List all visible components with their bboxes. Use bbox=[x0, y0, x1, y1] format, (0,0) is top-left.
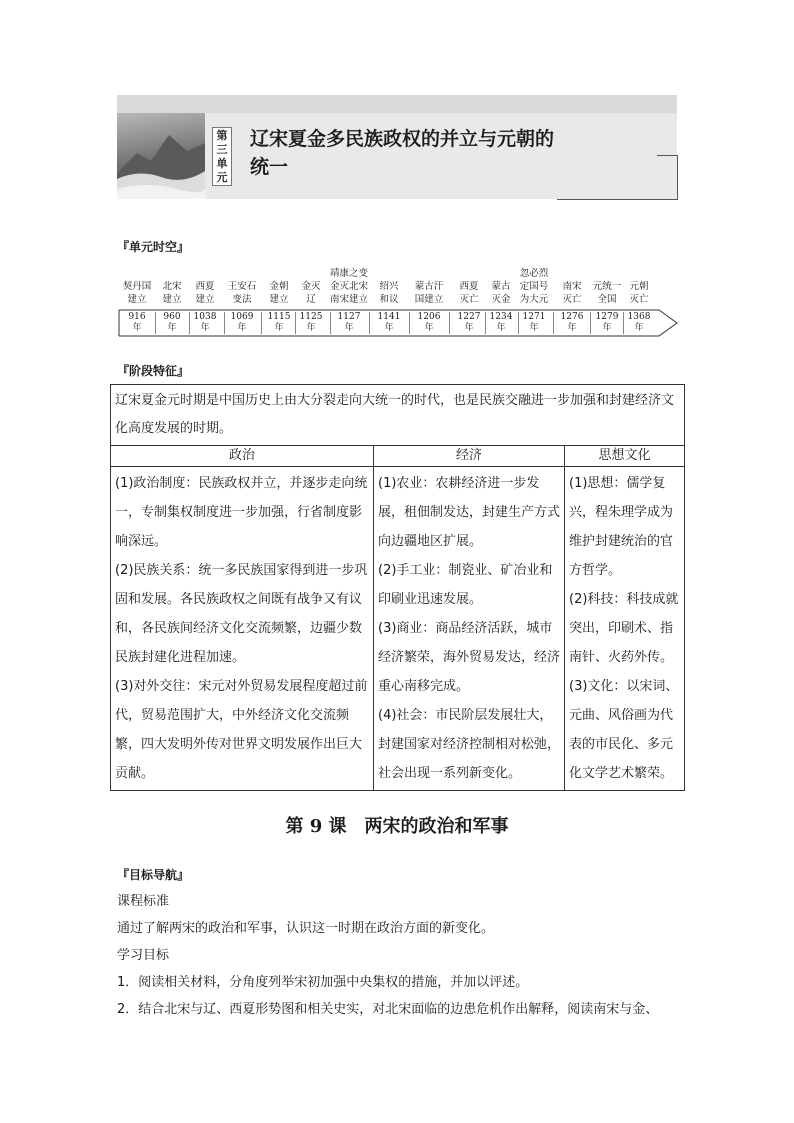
timeline-divider bbox=[409, 312, 410, 334]
banner-top-strip bbox=[117, 95, 677, 113]
timeline-divider bbox=[330, 312, 331, 334]
curriculum-label: 课程标准 bbox=[117, 894, 170, 909]
timeline-year: 960 年 bbox=[163, 312, 181, 333]
timeline-divider bbox=[369, 312, 370, 334]
economy-item: (2)手工业：制瓷业、矿冶业和印刷业迅速发展。 bbox=[378, 563, 553, 607]
timeline-year: 1368 年 bbox=[627, 312, 651, 333]
banner-frame-line bbox=[657, 155, 678, 200]
banner-bottom-line bbox=[557, 199, 677, 200]
unit-number-tag: 第三单元 bbox=[212, 127, 232, 186]
culture-cell bbox=[565, 467, 685, 791]
politics-item: (1)政治制度：民族政权并立，并逐步走向统一，专制集权制度进一步加强，行省制度影响深远。 bbox=[115, 476, 368, 549]
timeline-year: 1276 年 bbox=[560, 312, 584, 333]
culture-item: (1)思想：儒学复兴，程朱理学成为维护封建统治的官方哲学。 bbox=[569, 476, 674, 578]
economy-item: (3)商业：商品经济活跃，城市经济繁荣，海外贸易发达，经济重心南移完成。 bbox=[378, 621, 561, 694]
timeline-event bbox=[614, 262, 664, 306]
mountain-cloud-image bbox=[117, 113, 205, 199]
unit-title-line-2: 统一 bbox=[250, 156, 289, 178]
economy-cell bbox=[374, 467, 565, 791]
timeline-event-label: 忽必烈 定国号 为大元 bbox=[519, 268, 549, 305]
timeline-divider bbox=[518, 312, 519, 334]
objectives-label: 学习目标 bbox=[117, 948, 170, 963]
timeline-divider bbox=[261, 312, 262, 334]
timeline-event-label: 元朝 灭亡 bbox=[629, 281, 649, 305]
timeline-divider bbox=[553, 312, 554, 334]
timeline-year: 1271 年 bbox=[522, 312, 546, 333]
timeline-year: 1125 年 bbox=[299, 312, 323, 333]
goals-heading: 『目标导航』 bbox=[117, 868, 190, 882]
timeline-event-label: 金朝 建立 bbox=[269, 281, 289, 305]
features-intro: 辽宋夏金元时期是中国历史上由大分裂走向大统一的时代，也是民族交融进一步加强和封建经济文化高度发展的时期。 bbox=[111, 385, 685, 446]
objective-2: 2．结合北宋与辽、西夏形势图和相关史实，对北宋面临的边患危机作出解释，阅读南宋与金、 bbox=[117, 1002, 659, 1017]
objective-1: 1．阅读相关材料，分角度列举宋初加强中央集权的措施，并加以评述。 bbox=[117, 975, 529, 990]
timeline-year: 1206 年 bbox=[417, 312, 441, 333]
timeline-year: 1069 年 bbox=[230, 312, 254, 333]
culture-item: (2)科技：科技成就突出，印刷术、指南针、火药外传。 bbox=[569, 592, 679, 665]
curriculum-text: 通过了解两宋的政治和军事，认识这一时期在政治方面的新变化。 bbox=[117, 921, 495, 936]
timeline-divider bbox=[449, 312, 450, 334]
timeline-event-label: 蒙古汗 国建立 bbox=[414, 281, 444, 305]
timeline-year: 1127 年 bbox=[337, 312, 361, 333]
timeline-year: 1279 年 bbox=[595, 312, 619, 333]
stage-features-table bbox=[110, 384, 685, 791]
timeline-event-label: 金灭 辽 bbox=[301, 281, 321, 305]
timeline-divider bbox=[155, 312, 156, 334]
timeline-divider bbox=[189, 312, 190, 334]
timeline-divider bbox=[224, 312, 225, 334]
timeline-divider bbox=[590, 312, 591, 334]
timeline-event-label: 元统一 全国 bbox=[592, 281, 622, 305]
timeline-year: 1234 年 bbox=[489, 312, 513, 333]
timeline-event-label: 西夏 建立 bbox=[195, 281, 215, 305]
timeline-event-label: 契丹国 建立 bbox=[122, 281, 152, 305]
header-culture: 思想文化 bbox=[565, 446, 685, 467]
unit-title-line-1: 辽宋夏金多民族政权的并立与元朝的 bbox=[250, 128, 555, 150]
timeline-year: 1141 年 bbox=[377, 312, 401, 333]
timeline-year: 916 年 bbox=[128, 312, 146, 333]
unit-timeline bbox=[117, 262, 679, 350]
timeline-event-label: 王安石 变法 bbox=[227, 281, 257, 305]
timeline-divider bbox=[485, 312, 486, 334]
timeline-year: 1115 年 bbox=[267, 312, 291, 333]
timeline-event-label: 蒙古 灭金 bbox=[491, 281, 511, 305]
header-politics: 政治 bbox=[111, 446, 374, 467]
economy-item: (1)农业：农耕经济进一步发展，租佃制发达，封建生产方式向边疆地区扩展。 bbox=[378, 476, 561, 549]
features-heading: 『阶段特征』 bbox=[117, 364, 190, 378]
timeline-heading: 『单元时空』 bbox=[117, 240, 190, 254]
culture-item: (3)文化：以宋词、元曲、风俗画为代表的市民化、多元化文学艺术繁荣。 bbox=[569, 679, 679, 781]
unit-title bbox=[250, 125, 554, 181]
politics-cell bbox=[111, 467, 374, 791]
politics-item: (2)民族关系：统一多民族国家得到进一步巩固和发展。各民族政权之间既有战争又有议和，各民族间经济文化交流频繁，边疆少数民族封建化进程加速。 bbox=[115, 563, 368, 665]
timeline-event-label: 绍兴 和议 bbox=[379, 281, 399, 305]
unit-banner bbox=[117, 95, 677, 199]
lesson-title: 第 9 课 两宋的政治和军事 bbox=[285, 816, 509, 837]
timeline-divider bbox=[295, 312, 296, 334]
timeline-divider bbox=[623, 312, 624, 334]
timeline-event-label: 南宋 灭亡 bbox=[562, 281, 582, 305]
timeline-year: 1038 年 bbox=[193, 312, 217, 333]
timeline-year: 1227 年 bbox=[457, 312, 481, 333]
timeline-event-label: 北宋 建立 bbox=[162, 281, 182, 305]
economy-item: (4)社会：市民阶层发展壮大，封建国家对经济控制相对松弛，社会出现一系列新变化。 bbox=[378, 708, 561, 781]
timeline-event-label: 靖康之变 金灭北宋 南宋建立 bbox=[329, 268, 368, 305]
politics-item: (3)对外交往：宋元对外贸易发展程度超过前代，贸易范围扩大，中外经济文化交流频繁，四大发明外传对世界文明发展作出巨大贡献。 bbox=[115, 679, 368, 781]
timeline-event-label: 西夏 灭亡 bbox=[459, 281, 479, 305]
header-economy: 经济 bbox=[374, 446, 565, 467]
